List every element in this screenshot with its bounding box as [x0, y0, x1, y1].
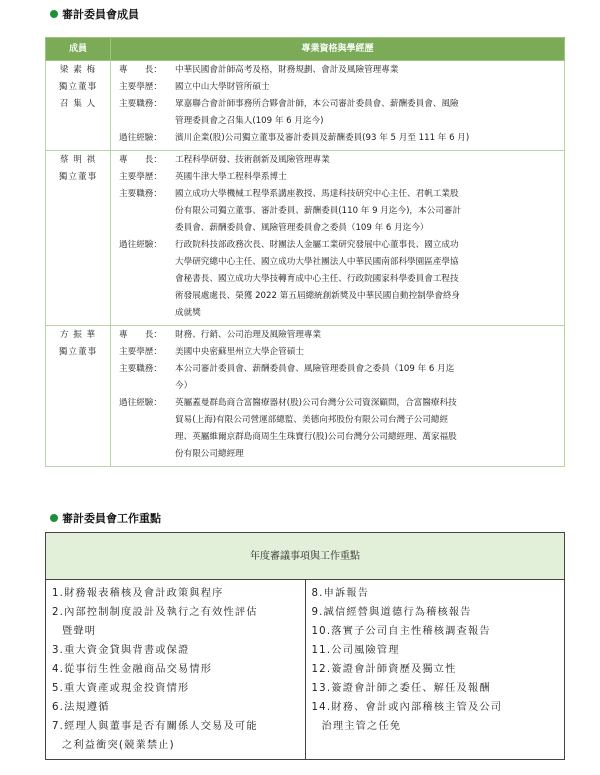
- tasks-left-column: [46, 580, 306, 760]
- detail-row: [119, 344, 558, 361]
- detail-value-line: 會秘書長、國立成功大學技轉育成中心主任、行政院國家科學委員會工程技: [175, 274, 459, 284]
- tasks-table-header: 年度審議事項與工作重點: [46, 533, 565, 580]
- detail-row: [119, 361, 558, 395]
- detail-value-line: 國立成功大學機械工程學系講座教授、馬達科技研究中心主任、君帆工業股: [175, 189, 459, 199]
- detail-value-line: 英國牛津大學工程科學系博士: [175, 172, 287, 182]
- task-item-line: 之利益衝突(競業禁止): [62, 740, 175, 751]
- member-name-line: 蔡 明 祺: [59, 155, 97, 165]
- task-item: [312, 698, 559, 736]
- member-name-line: 梁 素 梅: [59, 65, 97, 75]
- detail-value-line: 英屬蓋曼群島商合富醫療器材(股)公司台灣分公司資深顧問，合富醫療科技: [175, 398, 457, 408]
- detail-value-line: 中華民國會計師高考及格，財務規劃、會計及風險管理專業: [175, 65, 399, 75]
- detail-label: 主要學歷：: [119, 172, 162, 182]
- detail-row: [119, 169, 558, 186]
- detail-label: 主要學歷：: [119, 347, 162, 357]
- detail-value-line: 工程科學研發、技術創新及風險管理專業: [175, 155, 330, 165]
- task-item-line: 7.經理人與董事是否有關係人交易及可能: [52, 721, 258, 732]
- task-item: [312, 622, 559, 641]
- member-name-line: 召 集 人: [59, 99, 97, 109]
- task-item: [312, 584, 559, 603]
- col-member-header: 成員: [46, 38, 111, 61]
- detail-value-line: 份有限公司總經理: [175, 449, 244, 459]
- task-item: [312, 660, 559, 679]
- detail-value-line: 委員會、薪酬委員會、風險管理委員會之委員（109 年 6 月迄今）: [175, 223, 429, 233]
- detail-value: [175, 186, 558, 237]
- task-item-line: 10.落實子公司自主性稽核調查報告: [311, 626, 491, 637]
- detail-label: 主要職務：: [119, 189, 162, 199]
- detail-value: [175, 169, 558, 186]
- member-name-cell: [46, 61, 111, 151]
- detail-value: [175, 152, 558, 169]
- member-name-line: 獨立董事: [58, 347, 98, 357]
- task-item-line: 暨聲明: [62, 626, 97, 637]
- task-item-line: 9.誠信經營與道德行為稽核報告: [311, 607, 472, 618]
- detail-label: 主要學歷：: [119, 82, 162, 92]
- detail-row: [119, 130, 558, 147]
- section-members-title: 審計委員會成員: [62, 8, 139, 21]
- member-row: [46, 61, 565, 151]
- task-item-line: 5.重大資產或現金投資情形: [52, 683, 190, 694]
- member-name-cell: [46, 151, 111, 326]
- detail-value: [175, 79, 558, 96]
- task-item-line: 6.法規遵循: [52, 702, 110, 713]
- detail-value: [175, 327, 558, 344]
- task-item-line: 治理主管之任免: [321, 721, 402, 732]
- detail-label: 過往經驗：: [119, 398, 162, 408]
- task-item: [52, 641, 299, 660]
- task-item-line: 3.重大資金貸與背書或保證: [52, 645, 190, 656]
- task-item: [52, 584, 299, 603]
- section-members-heading: [50, 6, 139, 22]
- task-item-line: 2.內部控制制度設計及執行之有效性評估: [52, 607, 258, 618]
- member-name-line: 獨立董事: [58, 172, 98, 182]
- detail-value: [175, 62, 558, 79]
- member-name-line: 方 振 華: [59, 330, 97, 340]
- task-item: [52, 660, 299, 679]
- task-item-line: 12.簽證會計師資歷及獨立性: [311, 664, 457, 675]
- detail-value-line: 國立中山大學財管所碩士: [175, 82, 270, 92]
- members-table: [45, 37, 565, 467]
- detail-row: [119, 327, 558, 344]
- member-row: [46, 151, 565, 326]
- detail-label: 專 長：: [119, 155, 162, 165]
- detail-value: [175, 130, 558, 147]
- detail-label: 主要職務：: [119, 99, 162, 109]
- detail-label: 專 長：: [119, 330, 162, 340]
- task-item: [312, 603, 559, 622]
- task-item: [52, 679, 299, 698]
- detail-value-line: 濱川企業(股)公司獨立董事及審計委員及薪酬委員(93 年 5 月至 111 年 6 月): [175, 133, 470, 143]
- detail-value-line: 份有限公司獨立董事、審計委員、薪酬委員(110 年 9 月迄今)，本公司審計: [175, 206, 461, 216]
- tasks-right-column: [305, 580, 565, 760]
- col-profile-header: 專業資格與學經歷: [111, 38, 565, 61]
- section-tasks-heading: [50, 510, 161, 526]
- detail-value: [175, 237, 558, 322]
- tasks-table: [45, 532, 565, 760]
- detail-row: [119, 186, 558, 237]
- detail-value-line: 成就獎: [175, 308, 201, 318]
- detail-row: [119, 62, 558, 79]
- detail-row: [119, 395, 558, 463]
- task-item: [312, 641, 559, 660]
- task-item-line: 11.公司風險管理: [311, 645, 400, 656]
- detail-label: 過往經驗：: [119, 133, 162, 143]
- task-item-line: 14.財務、會計或內部稽核主管及公司: [311, 702, 503, 713]
- detail-value-line: 行政院科技部政務次長、財團法人金屬工業研究發展中心董事長、國立成功: [175, 240, 459, 250]
- detail-value-line: 財務、行銷、公司治理及風險管理專業: [175, 330, 322, 340]
- member-row: [46, 326, 565, 467]
- detail-label: 過往經驗：: [119, 240, 162, 250]
- detail-row: [119, 237, 558, 322]
- detail-value-line: 理、英屬維爾京群島商周生生珠寶行(股)公司台灣分公司總經理、萬家福股: [175, 432, 457, 442]
- detail-value-line: 美國中央密蘇里州立大學企管碩士: [175, 347, 304, 357]
- detail-value-line: 本公司審計委員會、薪酬委員會、風險管理委員會之委員（109 年 6 月迄: [175, 364, 455, 374]
- task-item-line: 4.從事衍生性金融商品交易情形: [52, 664, 213, 675]
- member-detail-cell: [111, 151, 565, 326]
- detail-row: [119, 96, 558, 130]
- detail-label: 主要職務：: [119, 364, 162, 374]
- detail-value-line: 術發展處處長、榮獲 2022 第五屆總統創新獎及中華民國自動控制學會終身: [175, 291, 461, 301]
- member-detail-cell: [111, 61, 565, 151]
- detail-label: 專 長：: [119, 65, 162, 75]
- member-detail-cell: [111, 326, 565, 467]
- detail-value-line: 管理委員會之召集人(109 年 6 月迄今): [175, 116, 324, 126]
- detail-row: [119, 79, 558, 96]
- bullet-dot-icon: [50, 514, 58, 522]
- task-item: [52, 698, 299, 717]
- detail-value-line: 大學研究總中心主任、國立成功大學社團法人中華民國南部科學園區產學協: [175, 257, 459, 267]
- task-item-line: 13.簽證會計師之委任、解任及報酬: [311, 683, 491, 694]
- detail-value: [175, 96, 558, 130]
- task-item: [52, 603, 299, 641]
- detail-value: [175, 344, 558, 361]
- task-item: [52, 717, 299, 755]
- task-item-line: 1.財務報表稽核及會計政策與程序: [52, 588, 224, 599]
- bullet-dot-icon: [50, 10, 58, 18]
- detail-value-line: 今）: [175, 381, 193, 391]
- detail-value-line: 眾嘉聯合會計師事務所合夥會計師，本公司審計委員會、薪酬委員會、風險: [175, 99, 459, 109]
- detail-value-line: 貿易(上海)有限公司營運部總監、美德向邦股份有限公司台灣子公司總經: [175, 415, 449, 425]
- section-tasks-title: 審計委員會工作重點: [62, 512, 161, 525]
- detail-value: [175, 361, 558, 395]
- member-name-line: 獨立董事: [58, 82, 98, 92]
- detail-row: [119, 152, 558, 169]
- detail-value: [175, 395, 558, 463]
- task-item-line: 8.申訴報告: [311, 588, 370, 599]
- member-name-cell: [46, 326, 111, 467]
- task-item: [312, 679, 559, 698]
